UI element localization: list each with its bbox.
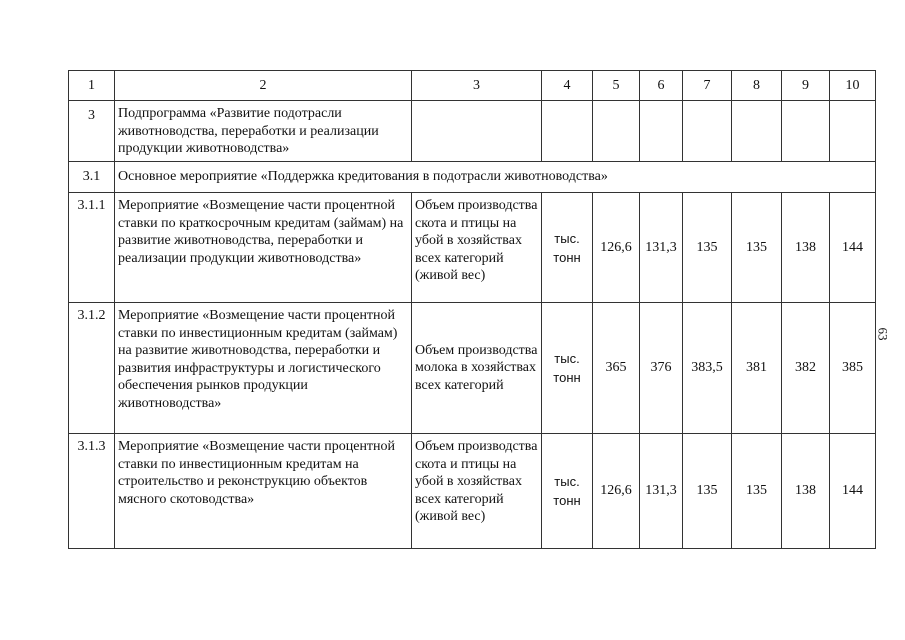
activity-name: Мероприятие «Возмещение части процентной ставки по инвестиционным кредитам на строительство и реконструкцию объектов мясного скотоводства» [115, 434, 412, 549]
unit-cell: тыс. тонн [542, 303, 593, 434]
value-cell: 131,3 [640, 193, 683, 303]
row-number: 3 [69, 101, 115, 162]
header-cell: 10 [830, 71, 876, 101]
indicator-name: Объем производства молока в хозяйствах всех категорий [412, 303, 542, 434]
value-cell: 138 [782, 193, 830, 303]
value-cell: 135 [683, 193, 732, 303]
empty-cell [412, 101, 542, 162]
header-cell: 4 [542, 71, 593, 101]
table-row [69, 303, 876, 434]
empty-cell [683, 101, 732, 162]
value-cell: 126,6 [593, 193, 640, 303]
indicators-table [68, 70, 876, 549]
unit-cell: тыс. тонн [542, 193, 593, 303]
subprogram-name: Подпрограмма «Развитие подотрасли животноводства, переработки и реализации продукции животноводства» [115, 101, 412, 162]
value-cell: 126,6 [593, 434, 640, 549]
unit-cell: тыс. тонн [542, 434, 593, 549]
header-cell: 5 [593, 71, 640, 101]
header-cell: 8 [732, 71, 782, 101]
empty-cell [732, 101, 782, 162]
activity-name: Мероприятие «Возмещение части процентной ставки по краткосрочным кредитам (займам) на развитие животноводства, переработки и реализации продукции животноводства» [115, 193, 412, 303]
header-cell: 7 [683, 71, 732, 101]
value-cell: 365 [593, 303, 640, 434]
header-cell: 3 [412, 71, 542, 101]
value-cell: 135 [683, 434, 732, 549]
value-cell: 381 [732, 303, 782, 434]
indicator-name: Объем производства скота и птицы на убой в хозяйствах всех категорий (живой вес) [412, 434, 542, 549]
value-cell: 135 [732, 434, 782, 549]
indicator-name: Объем производства скота и птицы на убой в хозяйствах всех категорий (живой вес) [412, 193, 542, 303]
row-number: 3.1 [69, 162, 115, 193]
value-cell: 383,5 [683, 303, 732, 434]
empty-cell [542, 101, 593, 162]
main-activity-name: Основное мероприятие «Поддержка кредитования в подотрасли животноводства» [115, 162, 876, 193]
value-cell: 385 [830, 303, 876, 434]
row-number: 3.1.1 [69, 193, 115, 303]
activity-name: Мероприятие «Возмещение части процентной ставки по инвестиционным кредитам (займам) на развитие животноводства, переработки и развития инфраструктуры и логистического обеспечения рынков продукции животноводства» [115, 303, 412, 434]
value-cell: 144 [830, 434, 876, 549]
value-cell: 144 [830, 193, 876, 303]
value-cell: 135 [732, 193, 782, 303]
main-activity-row [69, 162, 876, 193]
header-cell: 2 [115, 71, 412, 101]
value-cell: 376 [640, 303, 683, 434]
header-cell: 6 [640, 71, 683, 101]
value-cell: 138 [782, 434, 830, 549]
empty-cell [640, 101, 683, 162]
row-number: 3.1.3 [69, 434, 115, 549]
value-cell: 131,3 [640, 434, 683, 549]
table-row [69, 193, 876, 303]
header-row [69, 71, 876, 101]
header-cell: 9 [782, 71, 830, 101]
page-number: 63 [875, 327, 891, 341]
row-number: 3.1.2 [69, 303, 115, 434]
table-row [69, 434, 876, 549]
empty-cell [830, 101, 876, 162]
value-cell: 382 [782, 303, 830, 434]
subprogram-row [69, 101, 876, 162]
empty-cell [782, 101, 830, 162]
header-cell: 1 [69, 71, 115, 101]
empty-cell [593, 101, 640, 162]
